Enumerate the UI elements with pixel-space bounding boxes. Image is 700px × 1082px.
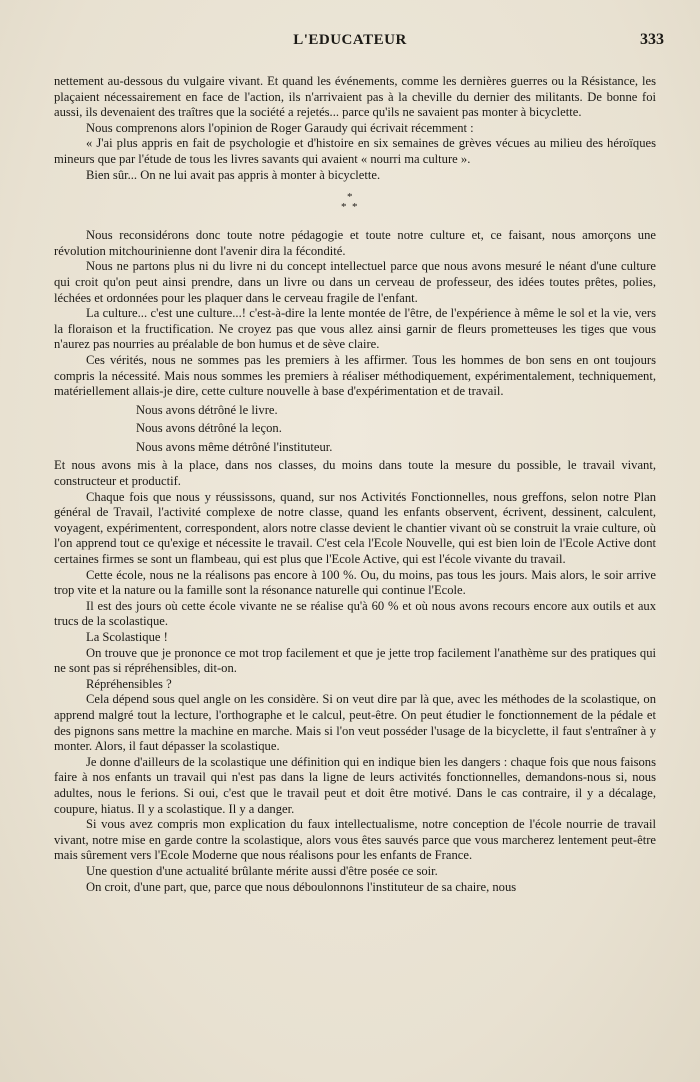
quote-paragraph: « J'ai plus appris en fait de psychologie et d'histoire en six semaines de grèves vécues au milieu des héroïques mineurs que par l'étude de tous les livres savants qui avaient « nourri ma culture ». (54, 136, 656, 166)
paragraph: nettement au-dessous du vulgaire vivant. Et quand les événements, comme les dernières guerres ou la Résistance, les plaçaient nécessairement en face de l'action, ils n'arrivaient pas à la cheville du dernier des militants. De bonne foi aussi, ils devenaient des traîtres que la société a rejetés... parce qu'ils ne savaient pas monter à bicyclette. (54, 74, 656, 120)
paragraph: On croit, d'une part, que, parce que nous déboulonnons l'instituteur de sa chaire, nous (86, 879, 517, 894)
paragraph: La Scolastique ! (86, 630, 168, 644)
paragraph: Nous reconsidérons donc toute notre pédagogie et toute notre culture et, ce faisant, nous amorçons une révolution mitchourinienne dont l'avenir dira la fécondité. (54, 228, 656, 258)
page-number: 333 (640, 31, 664, 48)
list-item: Nous avons détrôné la leçon. (136, 421, 282, 436)
separator-star: * (341, 201, 347, 214)
paragraph: Cela dépend sous quel angle on les considère. Si on veut dire par là que, avec les méthodes de la scolastique, on apprend malgré tout la lecture, l'orthographe et le calcul, peut-être. On peut étudier le fonctionnement de la pédale et des pignons sans mettre la machine en marche. Mais si l'on veut posséder l'usage de la bicyclette, il faut s'entraîner à y monter. Alors, il faut dépasser la scolastique. (54, 692, 656, 754)
paragraph: Une question d'une actualité brûlante mérite aussi d'être posée ce soir. (86, 863, 438, 878)
paragraph: Répréhensibles ? (86, 676, 172, 691)
paragraph: Nous ne partons plus ni du livre ni du concept intellectuel parce que nous avons mesuré le néant d'une culture qui croit qu'on peut ainsi prendre, dans un livre ou dans un cerveau de professeur, des idées toutes prêtes, polies, léchées et ordonnées pour les plaquer dans le cerveau fragile de l'enfant. (54, 259, 656, 305)
paragraph: Cette école, nous ne la réalisons pas encore à 100 %. Ou, du moins, pas tous les jours. Mais alors, le soir arrive trop vite et la nature ou la famille sont la résonance naturelle qui continue l'Ecole. (54, 567, 656, 598)
paragraph: La culture... c'est une culture...! c'est-à-dire la lente montée de l'être, de l'expérience à même le sol et la vie, vers la floraison et la fructification. Ne croyez pas que vous allez ainsi garnir de fleurs prometteuses les tiges que vous n'aurez pas nourries au préalable de bon humus et de sève claire. (54, 306, 656, 352)
paragraph: Bien sûr... On ne lui avait pas appris à monter à bicyclette. (86, 167, 381, 182)
paragraph: Si vous avez compris mon explication du faux intellectualisme, notre conception de l'école nourrie de travail vivant, notre mise en garde contre la scolastique, alors vous êtes sauvés parce que vous marcherez lentement peut-être mais sûrement vers l'Ecole Moderne que nous réalisons pour les enfants de France. (54, 817, 656, 863)
journal-title: L'EDUCATEUR (293, 32, 407, 48)
paragraph: Il est des jours où cette école vivante ne se réalise qu'à 60 % et où nous avons recours encore aux outils et aux trucs de la scolastique. (54, 598, 656, 629)
separator-star: * (352, 201, 358, 214)
paragraph: Et nous avons mis à la place, dans nos classes, du moins dans toute la mesure du possible, le travail vivant, constructeur et productif. (54, 458, 656, 489)
list-item: Nous avons détrôné le livre. (136, 402, 278, 417)
paragraph: Ces vérités, nous ne sommes pas les premiers à les affirmer. Tous les hommes de bon sens en ont toujours compris la nécessité. Mais nous sommes les premiers à réaliser méthodiquement, expérimentalement, techniquement, matériellement allais-je dire, cette culture nouvelle à base d'expérimentation et de travail. (54, 352, 656, 399)
paragraph: Nous comprenons alors l'opinion de Roger Garaudy qui écrivait récemment : (86, 120, 474, 135)
paragraph: Je donne d'ailleurs de la scolastique une définition qui en indique bien les dangers : chaque fois que nous faisons faire à nos enfants un travail qui n'est pas dans la ligne de leurs activités fonctionnelles, demandons-nous si, nous adultes, nous le ferions. Si oui, c'est que le travail peut et doit être motivé. Dans le cas contraire, il y a décalage, coupure, hiatus. Il y a scolastique. Il y a danger. (54, 754, 656, 816)
paragraph: On trouve que je prononce ce mot trop facilement et que je jette trop facilement l'anathème sur des pratiques qui ne sont pas si répréhensibles, dit-on. (54, 645, 656, 676)
list-item: Nous avons même détrôné l'instituteur. (136, 439, 333, 454)
page-header (0, 32, 700, 54)
article-body (54, 74, 656, 895)
paragraph: Chaque fois que nous y réussissons, quand, sur nos Activités Fonctionnelles, nous greffons, selon notre Plan général de Travail, l'activité complexe de notre classe, quand les enfants observent, écrivent, dessinent, calculent, voyagent, expérimentent, correspondent, alors notre classe devient le chantier vivant où se construit la vraie culture, où l'on apprend tout ce qu'exige et nécessite le travail. C'est cela l'Ecole Nouvelle, qui est bien loin de l'Ecole Active dont certaines firmes se sont un flambeau, qui est plus que l'Ecole Active, qui est l'école vivante du travail. (54, 489, 656, 567)
separator-star: * (347, 191, 353, 204)
section-separator (54, 190, 656, 220)
